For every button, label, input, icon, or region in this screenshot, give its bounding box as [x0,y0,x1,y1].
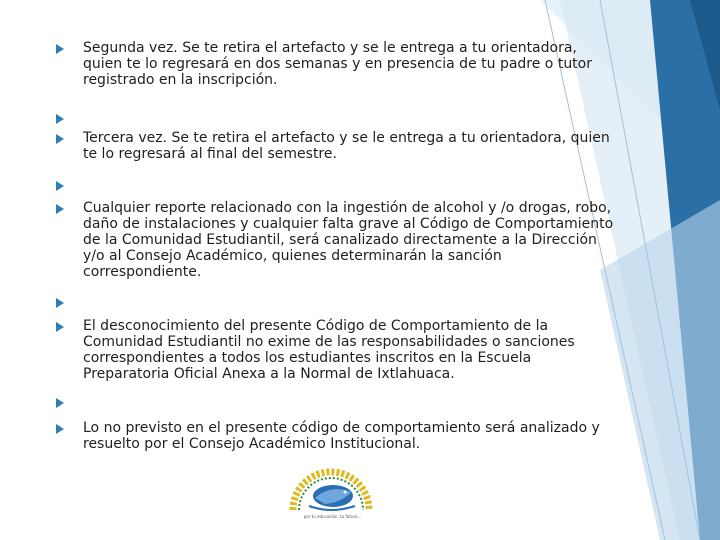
list-item-text: Lo no previsto en el presente código de comportamiento será analizado y resuelto por el Consejo Académico Institucional. [83,420,600,452]
diamond-bullet-icon [56,44,64,54]
logo-caption: por tu educación, tu futuro... [303,514,362,519]
diamond-bullet-icon [56,398,64,408]
list-item-text: El desconocimiento del presente Código de Comportamiento de la Comunidad Estudiantil no exime de las responsabilidades o sanciones correspondientes a todos los estudiantes inscritos en la Escuela Preparatoria Oficial Anexa a la Normal de Ixtlahuaca. [83,318,575,382]
diamond-bullet-icon [56,298,64,308]
list-item-text: Tercera vez. Se te retira el artefacto y se le entrega a tu orientadora, quien te lo regresará al final del semestre. [83,130,610,162]
list-item-text: Cualquier reporte relacionado con la ingestión de alcohol y /o drogas, robo, daño de instalaciones y cualquier falta grave al Código de Comportamiento de la Comunidad Estudiantil, será canalizado directamente a la Dirección y/o al Consejo Académico, quienes determinarán la sanción correspondiente. [83,200,614,280]
diamond-bullet-icon [56,204,64,214]
diamond-bullet-icon [56,114,64,124]
diamond-bullet-icon [56,424,64,434]
diamond-bullet-icon [56,322,64,332]
list-item-text: Segunda vez. Se te retira el artefacto y se le entrega a tu orientadora, quien te lo regresará en dos semanas y en presencia de tu padre o tutor registrado en la inscripción. [83,40,592,88]
diamond-bullet-icon [56,181,64,191]
diamond-bullet-icon [56,134,64,144]
